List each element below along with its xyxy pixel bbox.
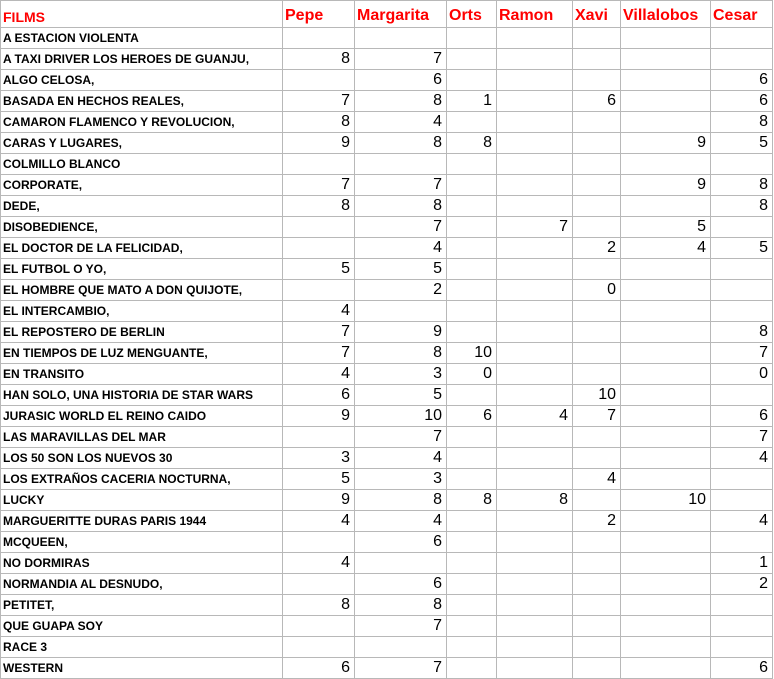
table-row bbox=[1, 658, 773, 679]
score-cell-pepe[interactable]: 4 bbox=[283, 364, 355, 385]
score-cell-ramon[interactable] bbox=[497, 427, 573, 448]
film-title-cell[interactable]: CARAS Y LUGARES, bbox=[1, 133, 283, 154]
film-title-cell[interactable]: NO DORMIRAS bbox=[1, 553, 283, 574]
score-cell-orts[interactable] bbox=[447, 259, 497, 280]
score-cell-pepe[interactable]: 7 bbox=[283, 91, 355, 112]
table-row bbox=[1, 217, 773, 238]
score-cell-ramon[interactable] bbox=[497, 658, 573, 679]
score-cell-orts[interactable] bbox=[447, 301, 497, 322]
score-cell-pepe[interactable] bbox=[283, 28, 355, 49]
score-cell-ramon[interactable] bbox=[497, 112, 573, 133]
table-row bbox=[1, 637, 773, 658]
score-cell-margarita[interactable]: 6 bbox=[355, 70, 447, 91]
score-cell-orts[interactable] bbox=[447, 511, 497, 532]
score-cell-xavi[interactable] bbox=[573, 637, 621, 658]
score-cell-cesar[interactable]: 4 bbox=[711, 511, 773, 532]
score-cell-ramon[interactable] bbox=[497, 469, 573, 490]
score-cell-orts[interactable] bbox=[447, 112, 497, 133]
score-cell-pepe[interactable] bbox=[283, 616, 355, 637]
score-cell-xavi[interactable] bbox=[573, 427, 621, 448]
score-cell-pepe[interactable]: 5 bbox=[283, 469, 355, 490]
score-cell-ramon[interactable]: 4 bbox=[497, 406, 573, 427]
score-cell-margarita[interactable]: 3 bbox=[355, 469, 447, 490]
score-cell-margarita[interactable]: 4 bbox=[355, 511, 447, 532]
score-cell-xavi[interactable] bbox=[573, 301, 621, 322]
score-cell-xavi[interactable] bbox=[573, 364, 621, 385]
film-title-cell[interactable]: A ESTACION VIOLENTA bbox=[1, 28, 283, 49]
film-title-cell[interactable]: EN TIEMPOS DE LUZ MENGUANTE, bbox=[1, 343, 283, 364]
score-cell-cesar[interactable]: 1 bbox=[711, 553, 773, 574]
score-cell-villalobos[interactable] bbox=[621, 469, 711, 490]
score-cell-pepe[interactable]: 4 bbox=[283, 553, 355, 574]
score-cell-ramon[interactable]: 7 bbox=[497, 217, 573, 238]
table-row bbox=[1, 511, 773, 532]
score-cell-ramon[interactable] bbox=[497, 616, 573, 637]
film-title-cell[interactable]: QUE GUAPA SOY bbox=[1, 616, 283, 637]
score-cell-pepe[interactable]: 4 bbox=[283, 301, 355, 322]
score-cell-orts[interactable]: 10 bbox=[447, 343, 497, 364]
score-cell-xavi[interactable] bbox=[573, 133, 621, 154]
table-body bbox=[1, 28, 773, 679]
score-cell-cesar[interactable] bbox=[711, 532, 773, 553]
score-cell-ramon[interactable] bbox=[497, 133, 573, 154]
score-cell-cesar[interactable]: 8 bbox=[711, 175, 773, 196]
score-cell-cesar[interactable]: 7 bbox=[711, 343, 773, 364]
score-cell-xavi[interactable] bbox=[573, 574, 621, 595]
score-cell-margarita[interactable]: 4 bbox=[355, 238, 447, 259]
score-cell-orts[interactable] bbox=[447, 532, 497, 553]
score-cell-xavi[interactable]: 2 bbox=[573, 511, 621, 532]
table-row bbox=[1, 91, 773, 112]
score-cell-margarita[interactable]: 5 bbox=[355, 385, 447, 406]
film-title-cell[interactable]: MCQUEEN, bbox=[1, 532, 283, 553]
score-cell-villalobos[interactable]: 9 bbox=[621, 175, 711, 196]
film-title-cell[interactable]: LOS EXTRAÑOS CACERIA NOCTURNA, bbox=[1, 469, 283, 490]
score-cell-pepe[interactable]: 9 bbox=[283, 406, 355, 427]
score-cell-cesar[interactable] bbox=[711, 469, 773, 490]
score-cell-ramon[interactable] bbox=[497, 280, 573, 301]
score-cell-margarita[interactable]: 7 bbox=[355, 217, 447, 238]
score-cell-villalobos[interactable] bbox=[621, 91, 711, 112]
score-cell-xavi[interactable] bbox=[573, 343, 621, 364]
score-cell-villalobos[interactable]: 4 bbox=[621, 238, 711, 259]
score-cell-villalobos[interactable] bbox=[621, 28, 711, 49]
score-cell-ramon[interactable] bbox=[497, 322, 573, 343]
score-cell-pepe[interactable]: 7 bbox=[283, 175, 355, 196]
score-cell-villalobos[interactable] bbox=[621, 448, 711, 469]
film-title-cell[interactable]: DISOBEDIENCE, bbox=[1, 217, 283, 238]
score-cell-ramon[interactable] bbox=[497, 238, 573, 259]
table-row bbox=[1, 301, 773, 322]
score-cell-margarita[interactable]: 8 bbox=[355, 595, 447, 616]
score-cell-margarita[interactable]: 7 bbox=[355, 175, 447, 196]
score-cell-villalobos[interactable] bbox=[621, 553, 711, 574]
score-cell-orts[interactable] bbox=[447, 28, 497, 49]
film-title-cell[interactable]: EL REPOSTERO DE BERLIN bbox=[1, 322, 283, 343]
score-cell-margarita[interactable]: 10 bbox=[355, 406, 447, 427]
score-cell-orts[interactable] bbox=[447, 238, 497, 259]
table-row bbox=[1, 238, 773, 259]
score-cell-orts[interactable] bbox=[447, 553, 497, 574]
score-cell-ramon[interactable] bbox=[497, 154, 573, 175]
score-cell-cesar[interactable]: 5 bbox=[711, 238, 773, 259]
score-cell-cesar[interactable]: 6 bbox=[711, 658, 773, 679]
score-cell-villalobos[interactable] bbox=[621, 196, 711, 217]
score-cell-orts[interactable]: 8 bbox=[447, 133, 497, 154]
score-cell-villalobos[interactable] bbox=[621, 511, 711, 532]
table-row bbox=[1, 112, 773, 133]
score-cell-pepe[interactable] bbox=[283, 238, 355, 259]
score-cell-ramon[interactable] bbox=[497, 70, 573, 91]
score-cell-villalobos[interactable]: 9 bbox=[621, 133, 711, 154]
score-cell-xavi[interactable] bbox=[573, 112, 621, 133]
score-cell-orts[interactable]: 1 bbox=[447, 91, 497, 112]
score-cell-orts[interactable] bbox=[447, 154, 497, 175]
score-cell-ramon[interactable] bbox=[497, 511, 573, 532]
score-cell-orts[interactable] bbox=[447, 469, 497, 490]
score-cell-pepe[interactable] bbox=[283, 427, 355, 448]
score-cell-xavi[interactable] bbox=[573, 616, 621, 637]
score-cell-margarita[interactable]: 5 bbox=[355, 259, 447, 280]
score-cell-xavi[interactable] bbox=[573, 217, 621, 238]
table-row bbox=[1, 70, 773, 91]
score-cell-xavi[interactable] bbox=[573, 658, 621, 679]
header-pepe[interactable]: Pepe bbox=[283, 1, 355, 28]
score-cell-margarita[interactable]: 4 bbox=[355, 112, 447, 133]
score-cell-pepe[interactable]: 8 bbox=[283, 595, 355, 616]
film-title-cell[interactable]: MARGUERITTE DURAS PARIS 1944 bbox=[1, 511, 283, 532]
score-cell-xavi[interactable] bbox=[573, 448, 621, 469]
score-cell-cesar[interactable] bbox=[711, 301, 773, 322]
score-cell-margarita[interactable]: 7 bbox=[355, 616, 447, 637]
score-cell-cesar[interactable]: 8 bbox=[711, 196, 773, 217]
score-cell-cesar[interactable]: 4 bbox=[711, 448, 773, 469]
score-cell-villalobos[interactable]: 5 bbox=[621, 217, 711, 238]
score-cell-villalobos[interactable] bbox=[621, 364, 711, 385]
score-cell-margarita[interactable]: 8 bbox=[355, 133, 447, 154]
score-cell-orts[interactable]: 8 bbox=[447, 490, 497, 511]
score-cell-ramon[interactable] bbox=[497, 637, 573, 658]
table-row bbox=[1, 364, 773, 385]
film-title-cell[interactable]: EL HOMBRE QUE MATO A DON QUIJOTE, bbox=[1, 280, 283, 301]
score-cell-villalobos[interactable] bbox=[621, 112, 711, 133]
film-title-cell[interactable]: BASADA EN HECHOS REALES, bbox=[1, 91, 283, 112]
score-cell-pepe[interactable]: 9 bbox=[283, 133, 355, 154]
score-cell-ramon[interactable] bbox=[497, 49, 573, 70]
score-cell-pepe[interactable] bbox=[283, 574, 355, 595]
score-cell-pepe[interactable]: 6 bbox=[283, 658, 355, 679]
film-title-cell[interactable]: WESTERN bbox=[1, 658, 283, 679]
score-cell-xavi[interactable]: 10 bbox=[573, 385, 621, 406]
score-cell-xavi[interactable] bbox=[573, 175, 621, 196]
header-films[interactable]: FILMS bbox=[1, 1, 283, 28]
film-title-cell[interactable]: RACE 3 bbox=[1, 637, 283, 658]
score-cell-xavi[interactable] bbox=[573, 532, 621, 553]
score-cell-pepe[interactable] bbox=[283, 217, 355, 238]
score-cell-ramon[interactable] bbox=[497, 91, 573, 112]
score-cell-orts[interactable]: 6 bbox=[447, 406, 497, 427]
score-cell-cesar[interactable]: 2 bbox=[711, 574, 773, 595]
score-cell-orts[interactable] bbox=[447, 595, 497, 616]
score-cell-margarita[interactable]: 9 bbox=[355, 322, 447, 343]
score-cell-margarita[interactable]: 7 bbox=[355, 658, 447, 679]
table-row bbox=[1, 28, 773, 49]
score-cell-cesar[interactable]: 6 bbox=[711, 70, 773, 91]
score-cell-pepe[interactable]: 7 bbox=[283, 343, 355, 364]
score-cell-margarita[interactable] bbox=[355, 154, 447, 175]
film-title-cell[interactable]: PETITET, bbox=[1, 595, 283, 616]
score-cell-villalobos[interactable] bbox=[621, 259, 711, 280]
score-cell-xavi[interactable] bbox=[573, 553, 621, 574]
score-cell-ramon[interactable] bbox=[497, 196, 573, 217]
score-cell-orts[interactable] bbox=[447, 448, 497, 469]
table-row bbox=[1, 196, 773, 217]
score-cell-villalobos[interactable] bbox=[621, 574, 711, 595]
score-cell-margarita[interactable] bbox=[355, 637, 447, 658]
score-cell-orts[interactable] bbox=[447, 427, 497, 448]
score-cell-orts[interactable] bbox=[447, 217, 497, 238]
score-cell-villalobos[interactable] bbox=[621, 532, 711, 553]
score-cell-xavi[interactable] bbox=[573, 490, 621, 511]
score-cell-villalobos[interactable] bbox=[621, 658, 711, 679]
film-title-cell[interactable]: DEDE, bbox=[1, 196, 283, 217]
score-cell-pepe[interactable]: 4 bbox=[283, 511, 355, 532]
table-row bbox=[1, 154, 773, 175]
score-cell-villalobos[interactable] bbox=[621, 427, 711, 448]
table-row bbox=[1, 406, 773, 427]
header-xavi[interactable]: Xavi bbox=[573, 1, 621, 28]
score-cell-xavi[interactable]: 7 bbox=[573, 406, 621, 427]
film-title-cell[interactable]: HAN SOLO, UNA HISTORIA DE STAR WARS bbox=[1, 385, 283, 406]
table-row bbox=[1, 175, 773, 196]
score-cell-xavi[interactable] bbox=[573, 28, 621, 49]
score-cell-cesar[interactable] bbox=[711, 490, 773, 511]
table-row bbox=[1, 553, 773, 574]
score-cell-pepe[interactable]: 8 bbox=[283, 196, 355, 217]
score-cell-cesar[interactable]: 0 bbox=[711, 364, 773, 385]
score-cell-orts[interactable] bbox=[447, 658, 497, 679]
score-cell-xavi[interactable]: 6 bbox=[573, 91, 621, 112]
score-cell-margarita[interactable] bbox=[355, 301, 447, 322]
film-title-cell[interactable]: NORMANDIA AL DESNUDO, bbox=[1, 574, 283, 595]
score-cell-ramon[interactable] bbox=[497, 385, 573, 406]
score-cell-cesar[interactable]: 8 bbox=[711, 112, 773, 133]
score-cell-pepe[interactable]: 9 bbox=[283, 490, 355, 511]
score-cell-villalobos[interactable] bbox=[621, 595, 711, 616]
score-cell-ramon[interactable] bbox=[497, 574, 573, 595]
score-cell-cesar[interactable] bbox=[711, 595, 773, 616]
film-title-cell[interactable]: CAMARON FLAMENCO Y REVOLUCION, bbox=[1, 112, 283, 133]
score-cell-xavi[interactable] bbox=[573, 322, 621, 343]
score-cell-orts[interactable] bbox=[447, 637, 497, 658]
score-cell-cesar[interactable] bbox=[711, 616, 773, 637]
score-cell-cesar[interactable]: 6 bbox=[711, 406, 773, 427]
score-cell-ramon[interactable] bbox=[497, 532, 573, 553]
score-cell-villalobos[interactable]: 10 bbox=[621, 490, 711, 511]
table-row bbox=[1, 469, 773, 490]
score-cell-orts[interactable] bbox=[447, 322, 497, 343]
score-cell-margarita[interactable]: 7 bbox=[355, 49, 447, 70]
score-cell-villalobos[interactable] bbox=[621, 301, 711, 322]
score-cell-ramon[interactable] bbox=[497, 553, 573, 574]
score-cell-orts[interactable] bbox=[447, 70, 497, 91]
film-title-cell[interactable]: LOS 50 SON LOS NUEVOS 30 bbox=[1, 448, 283, 469]
score-cell-ramon[interactable] bbox=[497, 175, 573, 196]
score-cell-margarita[interactable]: 8 bbox=[355, 196, 447, 217]
score-cell-cesar[interactable]: 7 bbox=[711, 427, 773, 448]
score-cell-pepe[interactable] bbox=[283, 532, 355, 553]
table-row bbox=[1, 49, 773, 70]
table-row bbox=[1, 574, 773, 595]
score-cell-villalobos[interactable] bbox=[621, 154, 711, 175]
score-cell-cesar[interactable]: 5 bbox=[711, 133, 773, 154]
score-cell-orts[interactable] bbox=[447, 175, 497, 196]
score-cell-orts[interactable] bbox=[447, 574, 497, 595]
table-row bbox=[1, 427, 773, 448]
film-title-cell[interactable]: EN TRANSITO bbox=[1, 364, 283, 385]
score-cell-cesar[interactable]: 8 bbox=[711, 322, 773, 343]
score-cell-cesar[interactable] bbox=[711, 637, 773, 658]
header-ramon[interactable]: Ramon bbox=[497, 1, 573, 28]
score-cell-ramon[interactable] bbox=[497, 343, 573, 364]
film-title-cell[interactable]: LUCKY bbox=[1, 490, 283, 511]
score-cell-ramon[interactable] bbox=[497, 595, 573, 616]
score-cell-margarita[interactable]: 7 bbox=[355, 427, 447, 448]
header-cesar[interactable]: Cesar bbox=[711, 1, 773, 28]
table-row bbox=[1, 343, 773, 364]
score-cell-cesar[interactable] bbox=[711, 49, 773, 70]
score-cell-pepe[interactable]: 5 bbox=[283, 259, 355, 280]
score-cell-xavi[interactable] bbox=[573, 196, 621, 217]
score-cell-xavi[interactable]: 0 bbox=[573, 280, 621, 301]
header-orts[interactable]: Orts bbox=[447, 1, 497, 28]
score-cell-margarita[interactable]: 8 bbox=[355, 490, 447, 511]
table-row bbox=[1, 490, 773, 511]
score-cell-margarita[interactable] bbox=[355, 553, 447, 574]
score-cell-margarita[interactable]: 8 bbox=[355, 343, 447, 364]
table-row bbox=[1, 385, 773, 406]
score-cell-cesar[interactable] bbox=[711, 28, 773, 49]
score-cell-xavi[interactable] bbox=[573, 70, 621, 91]
score-cell-xavi[interactable] bbox=[573, 49, 621, 70]
score-cell-orts[interactable] bbox=[447, 385, 497, 406]
score-cell-ramon[interactable]: 8 bbox=[497, 490, 573, 511]
score-cell-villalobos[interactable] bbox=[621, 322, 711, 343]
score-cell-ramon[interactable] bbox=[497, 301, 573, 322]
score-cell-pepe[interactable] bbox=[283, 154, 355, 175]
table-row bbox=[1, 280, 773, 301]
score-cell-pepe[interactable]: 8 bbox=[283, 49, 355, 70]
score-cell-pepe[interactable]: 3 bbox=[283, 448, 355, 469]
table-row bbox=[1, 133, 773, 154]
score-cell-ramon[interactable] bbox=[497, 364, 573, 385]
score-cell-margarita[interactable]: 6 bbox=[355, 532, 447, 553]
film-title-cell[interactable]: COLMILLO BLANCO bbox=[1, 154, 283, 175]
score-cell-villalobos[interactable] bbox=[621, 49, 711, 70]
score-cell-cesar[interactable] bbox=[711, 280, 773, 301]
score-cell-orts[interactable] bbox=[447, 616, 497, 637]
score-cell-orts[interactable]: 0 bbox=[447, 364, 497, 385]
table-row bbox=[1, 322, 773, 343]
score-cell-xavi[interactable] bbox=[573, 154, 621, 175]
score-cell-villalobos[interactable] bbox=[621, 385, 711, 406]
score-cell-villalobos[interactable] bbox=[621, 637, 711, 658]
score-cell-pepe[interactable]: 7 bbox=[283, 322, 355, 343]
film-title-cell[interactable]: CORPORATE, bbox=[1, 175, 283, 196]
score-cell-cesar[interactable] bbox=[711, 259, 773, 280]
score-cell-ramon[interactable] bbox=[497, 259, 573, 280]
film-title-cell[interactable]: EL FUTBOL O YO, bbox=[1, 259, 283, 280]
header-villalobos[interactable]: Villalobos bbox=[621, 1, 711, 28]
score-cell-margarita[interactable] bbox=[355, 28, 447, 49]
table-row bbox=[1, 259, 773, 280]
header-margarita[interactable]: Margarita bbox=[355, 1, 447, 28]
score-cell-margarita[interactable]: 8 bbox=[355, 91, 447, 112]
score-cell-orts[interactable] bbox=[447, 280, 497, 301]
film-title-cell[interactable]: A TAXI DRIVER LOS HEROES DE GUANJU, bbox=[1, 49, 283, 70]
score-cell-cesar[interactable] bbox=[711, 217, 773, 238]
score-cell-xavi[interactable]: 2 bbox=[573, 238, 621, 259]
score-cell-pepe[interactable]: 8 bbox=[283, 112, 355, 133]
table-row bbox=[1, 532, 773, 553]
score-cell-villalobos[interactable] bbox=[621, 70, 711, 91]
score-cell-cesar[interactable] bbox=[711, 154, 773, 175]
score-cell-cesar[interactable]: 6 bbox=[711, 91, 773, 112]
score-cell-xavi[interactable] bbox=[573, 259, 621, 280]
score-cell-villalobos[interactable] bbox=[621, 280, 711, 301]
score-cell-ramon[interactable] bbox=[497, 28, 573, 49]
score-cell-xavi[interactable]: 4 bbox=[573, 469, 621, 490]
score-cell-pepe[interactable] bbox=[283, 70, 355, 91]
score-cell-margarita[interactable]: 2 bbox=[355, 280, 447, 301]
score-cell-villalobos[interactable] bbox=[621, 343, 711, 364]
score-cell-margarita[interactable]: 6 bbox=[355, 574, 447, 595]
score-cell-villalobos[interactable] bbox=[621, 406, 711, 427]
score-cell-xavi[interactable] bbox=[573, 595, 621, 616]
score-cell-orts[interactable] bbox=[447, 49, 497, 70]
score-cell-cesar[interactable] bbox=[711, 385, 773, 406]
film-title-cell[interactable]: LAS MARAVILLAS DEL MAR bbox=[1, 427, 283, 448]
score-cell-margarita[interactable]: 4 bbox=[355, 448, 447, 469]
film-title-cell[interactable]: EL DOCTOR DE LA FELICIDAD, bbox=[1, 238, 283, 259]
header-row bbox=[1, 1, 773, 28]
score-cell-orts[interactable] bbox=[447, 196, 497, 217]
score-cell-ramon[interactable] bbox=[497, 448, 573, 469]
table-row bbox=[1, 595, 773, 616]
score-cell-pepe[interactable]: 6 bbox=[283, 385, 355, 406]
score-cell-villalobos[interactable] bbox=[621, 616, 711, 637]
score-cell-pepe[interactable] bbox=[283, 637, 355, 658]
table-row bbox=[1, 448, 773, 469]
score-cell-margarita[interactable]: 3 bbox=[355, 364, 447, 385]
film-title-cell[interactable]: ALGO CELOSA, bbox=[1, 70, 283, 91]
table-row bbox=[1, 616, 773, 637]
film-title-cell[interactable]: EL INTERCAMBIO, bbox=[1, 301, 283, 322]
score-cell-pepe[interactable] bbox=[283, 280, 355, 301]
film-title-cell[interactable]: JURASIC WORLD EL REINO CAIDO bbox=[1, 406, 283, 427]
